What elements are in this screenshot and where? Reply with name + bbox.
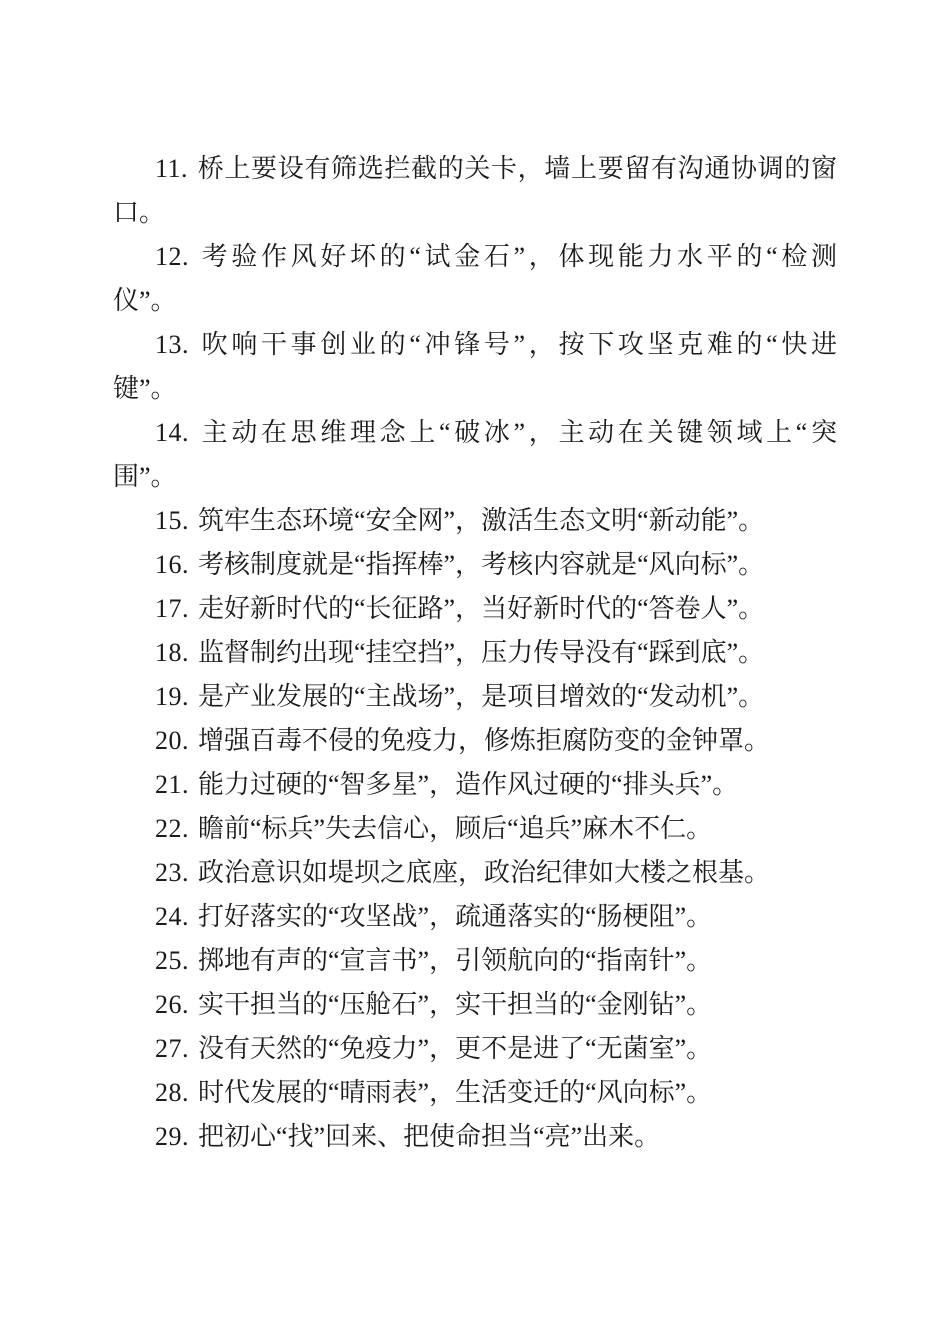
list-item	[113, 499, 837, 543]
item-text: 走好新时代的“长征路”，当好新时代的“答卷人”。	[198, 594, 765, 623]
item-number: 29.	[155, 1122, 189, 1151]
item-number: 14.	[155, 418, 189, 447]
item-number: 27.	[155, 1034, 189, 1063]
list-item	[113, 1115, 837, 1159]
list-item	[113, 939, 837, 983]
list-item	[113, 675, 837, 719]
item-wrap-line: 围”。	[113, 462, 177, 491]
item-wrap-line: 口。	[113, 198, 166, 227]
item-number: 20.	[155, 726, 189, 755]
item-number: 26.	[155, 990, 189, 1019]
list-item	[113, 983, 837, 1027]
item-text: 主动在思维理念上“破冰”，主动在关键领域上“突	[198, 418, 837, 447]
item-text: 掷地有声的“宣言书”，引领航向的“指南针”。	[198, 946, 713, 975]
item-text: 把初心“找”回来、把使命担当“亮”出来。	[198, 1122, 661, 1151]
item-number: 17.	[155, 594, 189, 623]
item-first-line	[113, 411, 837, 455]
list-item	[113, 807, 837, 851]
item-number: 19.	[155, 682, 189, 711]
item-number: 21.	[155, 770, 189, 799]
item-first-line	[113, 147, 837, 191]
item-number: 16.	[155, 550, 189, 579]
item-number: 23.	[155, 858, 189, 887]
item-text: 增强百毒不侵的免疫力，修炼拒腐防变的金钟罩。	[198, 726, 771, 755]
item-text: 实干担当的“压舱石”，实干担当的“金刚钻”。	[198, 990, 713, 1019]
item-text: 能力过硬的“智多星”，造作风过硬的“排头兵”。	[198, 770, 739, 799]
item-first-line	[113, 543, 837, 587]
item-first-line	[113, 851, 837, 895]
item-number: 25.	[155, 946, 189, 975]
item-first-line	[113, 807, 837, 851]
item-first-line	[113, 235, 837, 279]
item-number: 11.	[155, 154, 189, 183]
list-item	[113, 631, 837, 675]
list-item	[113, 543, 837, 587]
item-text: 政治意识如堤坝之底座，政治纪律如大楼之根基。	[198, 858, 771, 887]
item-first-line	[113, 1027, 837, 1071]
item-wrap-line: 仪”。	[113, 286, 177, 315]
item-first-line	[113, 895, 837, 939]
item-number: 24.	[155, 902, 189, 931]
item-first-line	[113, 983, 837, 1027]
item-first-line	[113, 763, 837, 807]
numbered-list	[113, 147, 837, 1159]
list-item	[113, 323, 837, 411]
list-item	[113, 1027, 837, 1071]
item-number: 28.	[155, 1078, 189, 1107]
item-text: 是产业发展的“主战场”，是项目增效的“发动机”。	[198, 682, 765, 711]
item-first-line	[113, 1071, 837, 1115]
item-number: 15.	[155, 506, 189, 535]
list-item	[113, 147, 837, 235]
item-first-line	[113, 631, 837, 675]
list-item	[113, 895, 837, 939]
item-text: 考核制度就是“指挥棒”，考核内容就是“风向标”。	[198, 550, 765, 579]
item-text: 桥上要设有筛选拦截的关卡，墙上要留有沟通协调的窗	[197, 154, 837, 183]
item-text: 考验作风好坏的“试金石”，体现能力水平的“检测	[198, 242, 837, 271]
list-item	[113, 411, 837, 499]
item-first-line	[113, 1115, 837, 1159]
item-number: 22.	[155, 814, 189, 843]
item-first-line	[113, 939, 837, 983]
item-text: 筑牢生态环境“安全网”，激活生态文明“新动能”。	[198, 506, 765, 535]
list-item	[113, 587, 837, 631]
list-item	[113, 235, 837, 323]
item-number: 13.	[155, 330, 189, 359]
item-text: 时代发展的“晴雨表”，生活变迁的“风向标”。	[198, 1078, 713, 1107]
item-text: 打好落实的“攻坚战”，疏通落实的“肠梗阻”。	[198, 902, 713, 931]
list-item	[113, 851, 837, 895]
item-first-line	[113, 719, 837, 763]
item-wrap-line: 键”。	[113, 374, 177, 403]
item-first-line	[113, 323, 837, 367]
list-item	[113, 719, 837, 763]
item-text: 吹响干事创业的“冲锋号”，按下攻坚克难的“快进	[198, 330, 837, 359]
item-number: 12.	[155, 242, 189, 271]
item-first-line	[113, 499, 837, 543]
list-item	[113, 1071, 837, 1115]
list-item	[113, 763, 837, 807]
item-number: 18.	[155, 638, 189, 667]
item-text: 瞻前“标兵”失去信心，顾后“追兵”麻木不仁。	[198, 814, 713, 843]
item-text: 没有天然的“免疫力”，更不是进了“无菌室”。	[198, 1034, 713, 1063]
item-first-line	[113, 675, 837, 719]
item-text: 监督制约出现“挂空挡”，压力传导没有“踩到底”。	[198, 638, 765, 667]
item-first-line	[113, 587, 837, 631]
